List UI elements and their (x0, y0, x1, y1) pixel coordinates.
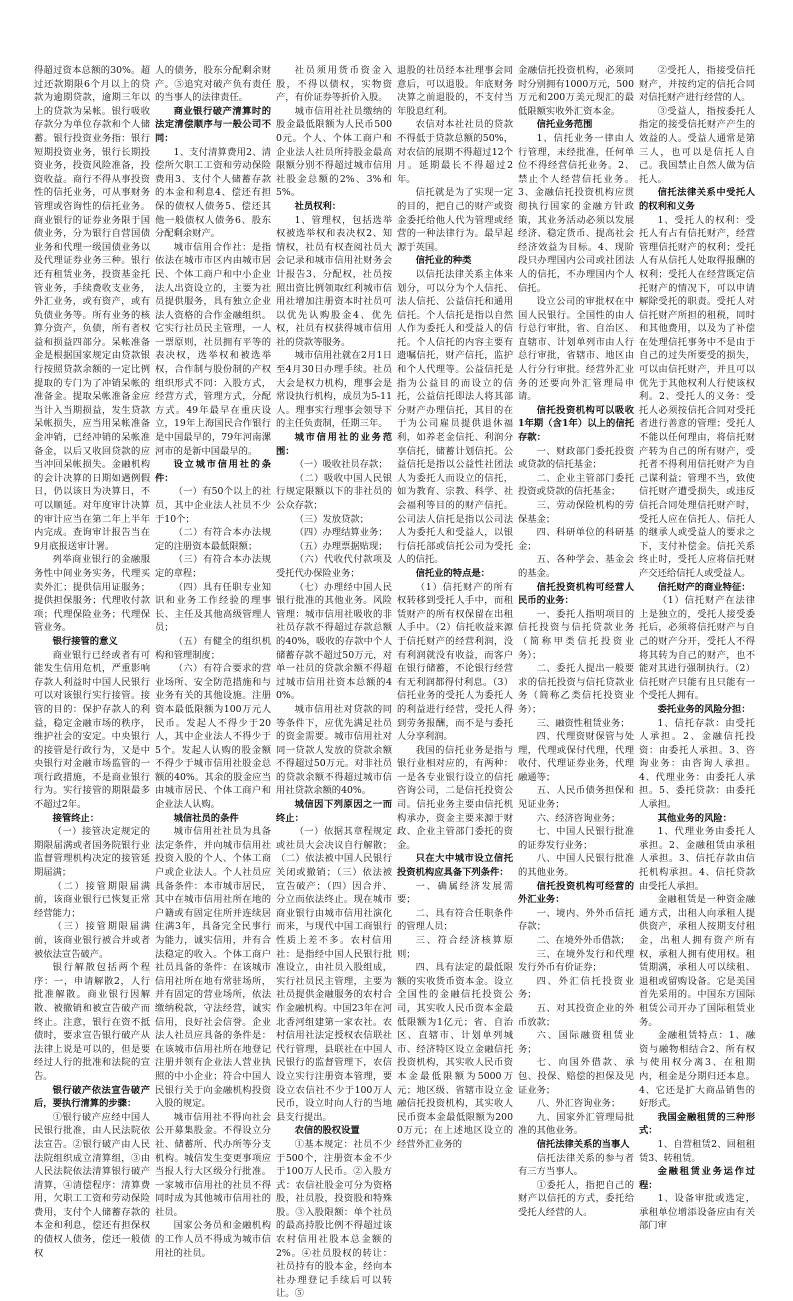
paragraph: 城市信用社社员缴纳的股金最低限额为人民币5000元。个人、个体工商户和企业法人社员所持股金最高限额分别不得超过城市信用社股金总额的2%、3%和5%。 (276, 105, 392, 199)
section-heading: 信托投资机构可以吸收1年期（含1年）以上的信托存款： (518, 404, 634, 444)
section-heading: 信托财产的商业特征： (657, 581, 751, 593)
paragraph: 金融信托投资机构，必须同时分别拥有1000万元，500万元和200万美元现汇的最低限额实收外汇资本金。 (518, 65, 634, 117)
section-heading: 城信社员的条件 (173, 812, 239, 824)
paragraph: （二）有符合本办法规定的注册资本最低限额； (155, 527, 271, 552)
paragraph: 四、科研单位的科研基金； (518, 527, 634, 552)
paragraph: ②受托人，指接受信托财产，并按约定的信托合同对信托财产进行经营的人。 (639, 65, 755, 104)
paragraph: 三、在境外发行和代理发行外币有价证券； (518, 948, 634, 974)
paragraph: 七、向国外借款、承包、投保、赔偿的担保及见证业务； (518, 1057, 634, 1096)
paragraph: 一、财政部门委托投资或贷款的信托基金； (518, 445, 634, 471)
paragraph: （二）吸收中国人民银行规定限额以下的非社员的公众存款； (276, 472, 392, 511)
section-heading: 银行破产依法宣告破产后，要执行清算的步骤： (34, 1084, 150, 1110)
paragraph: 得超过资本总额的30%。超过还款期限6个月以上的贷款为逾期贷款，逾期三年以上的贷款为呆帐。银行吸收存款分为单位存款和个人储蓄。银行投资业务指：银行短期投资业务，银行长期投资业务，投资风险准备，投资收益。商行不得从事投资性的信托业务，可从事财务管理或咨询性的信托业务。商业银行的证券业务限于国债业务，分为银行自营国债业务和代理一级国债业务以及代理证券业务三种。银行还有租赁业务，投资基金托管业务，手续费收支业务，外汇业务，或有资产，或有负债业务等。所有业务的核算分资产，负债，所有者权益和损益四部分。呆帐准备金是根据国家规定由贷款银行按照贷款余额的一定比例提取的专门为了冲销呆帐的准备金。提取呆帐准备金应当计入当期损益，发生贷款呆帐损失，应当用呆帐准备金冲销，已经冲销的呆帐准备金，以后又收回贷款的应当冲回呆帐损失。金融机构的会计决算的日期如遇例假日，仍以该日为决算日，不可以顺延。对年度审计决算的审计应当在第二年上半年内完成。查询审计报告当在9月底报送审计署。 (34, 65, 150, 552)
paragraph: 五、人民币债务担保和见证业务； (518, 785, 634, 811)
section-heading: 其他业务的风险： (657, 812, 732, 824)
paragraph: 商业银行已经或者有可能发生信用危机，严重影响存款人利益时中国人民银行可以对该银行实行接管。接管的目的：保护存款人的利益，稳定金融市场的秩序，维护社会的安定。中央银行的接管是行政行为，又是中央银行对金融市场监管的一项行政措施，不是商业银行行为。实行接管的期限最多不超过2年。 (34, 649, 150, 811)
paragraph: ①基本规定：社员不少于500个，注册资本金不少于100万人民币。②入股方式：农信社股金可分为资格股，社员股，投资股和特殊股。③入股限额：单个社员的最高持股比例不得超过该农村信用社股本总金额的2%。④社员股权的转让：社员持有的股本金，经向本社办理登记手续后可以转让。⑤ (276, 1138, 392, 1300)
paragraph: （一）接管决定规定的期限届满或者国务院银行业监督管理机构决定的接管延期届满； (34, 826, 150, 879)
paragraph: ③受益人，指按委托人指定的接受信托财产产生的效益的人。受益人通常是第三人，也可以是信托人自己。我国禁止自然人做为信托人。 (639, 105, 755, 185)
paragraph: 城市信用社对贷款的同等条件下，应优先满足社员的资金需要。城市信用社对同一贷款人发放的贷款余额不得超过50万元。对非社员的贷款余额不得超过城市信用社贷款余额的40%。 (276, 703, 392, 797)
paragraph: 1、信托存款：由受托人承担。2、金融信托投资：由委托人承担。3、咨询业务：由咨询人承担。4、代理业务：由委托人承担。5、委托贷款：由委托人承担。 (639, 717, 755, 811)
paragraph: 1、自营租赁2、回租租赁3、转租赁。 (639, 1138, 755, 1164)
text-column-3 (276, 64, 392, 1300)
paragraph: 信托法律关系的参与者有三方当事人。 (518, 1152, 634, 1178)
section-heading: 信托投资机构可经营的外汇业务： (518, 880, 634, 906)
section-heading: 金融租赁业务运作过程： (639, 1166, 755, 1191)
paragraph: 二、具有符合任职条件的管理人员； (397, 907, 513, 933)
paragraph: （二）接管期限届满前，该商业银行已恢复正常经营能力； (34, 880, 150, 919)
section-heading: 信托法律关系中受托人的权利和义务 (639, 187, 755, 212)
paragraph: （1）信托财产的所有权转移到受托人手中，而租赁财产的所有权保留在出租人手中。（2）信托收益来源于信托财产的经营利润，没有利润就没有收益，而客户在银行储蓄，不论银行经营有无利润都得付利息。（3）信托业务的受托人为委托人的利益进行经营，受托人得到劳务报酬，而不是与委托人分享利润。 (397, 581, 513, 743)
section-heading: 委托业务的风险分担： (657, 703, 751, 715)
text-column-4 (397, 64, 513, 1150)
section-heading: 信托法律关系的当事人 (536, 1138, 630, 1150)
paragraph: 农信对本社社员的贷款不得低于贷款总额的50%，对农信的展期不得超过12个月。延期最长不得超过2年。 (397, 119, 513, 185)
section-heading: 城市信用社的业务范围： (276, 432, 392, 457)
paragraph: 二、在境外外币借款； (536, 935, 630, 946)
paragraph: 我国的信托业务是指与银行业相对应的，有两种：一是各专业银行设立的信托咨询公司，二是信托投资公司。信托业务主要由信托机构承办，资金主要来源于财政、企业主管部门委托的资金。 (397, 744, 513, 851)
paragraph: 四、代理资财保管与处理，代理或保付代理，代理收付、代理证券业务，代理融通等； (518, 731, 634, 783)
paragraph: 五、各种学会、基金会的基金。 (518, 554, 634, 579)
paragraph: 1、信托业务一律由人行管理，未经批准，任何单位不得经营信托业务。2、禁止个人经营信托业务。3、金融信托投资机构应贯彻执行国家的金融方针政策，其业务活动必须以发展经济、稳定货币、提高社会经济效益为目标。4、现阶段只办理国内公司或社团法人的信托，不办理国内个人信托。 (518, 132, 634, 294)
section-heading: 我国金融租赁的三种形式： (639, 1111, 755, 1137)
paragraph: 信托就是为了实现一定的目的，把自己的财产或资金委托给他人代为管理或经营的一种法律行为。最早起源于英国。 (397, 187, 513, 253)
section-heading: 城信因下列原因之一而终止： (276, 799, 392, 824)
paragraph: （一）吸收社员存款； (294, 459, 388, 471)
text-column-1 (34, 64, 150, 1259)
paragraph: （三）发放贷款； (294, 513, 369, 525)
paragraph: 八、外汇咨询业务； (536, 1098, 621, 1110)
paragraph: 六、国际融资租赁业务； (518, 1030, 634, 1055)
text-column-6 (639, 64, 755, 1232)
section-heading: 信托业的种类 (415, 255, 472, 267)
paragraph: （1）信托财产在法律上是独立的，受托人接受委托后，必须将信托财产与自己的财产分开，受托人不得将其转为自己的财产，也不能对其进行强制执行。（2）信托财产只能有且只能有一个受托人拥有。 (639, 595, 755, 702)
paragraph: 三、融资性租赁业务； (536, 717, 630, 729)
paragraph: 银行解散包括两个程序：一，申请解散2，人行批准解散。商业银行因解散、被撤销和被宣告破产而终止。注意，银行在资不抵债时，要求宣告银行破产从法律上说是可以的，但是要经过人行的批准和法院的宣告。 (34, 962, 150, 1082)
section-heading: 接管终止： (52, 812, 100, 824)
paragraph: 一、境内、外外币信托存款； (518, 907, 634, 933)
paragraph: （四）具有任职专业知识和业务工作经验的理事长、主任及其他高级管理人员； (155, 581, 271, 634)
paragraph: ①银行破产应经中国人民银行批准，由人民法院依法宣告。②银行破产由人民法院组织成立清算组，③由人民法院依法清算银行破产清算，④清偿程序：清算费用，欠职工工资和劳动保险费用，支付个人储蓄存款的本金和利息，偿还有担保权的债权人债务，偿还一般债权 (34, 1111, 150, 1259)
paragraph: （三）有符合本办法规定的章程； (155, 554, 271, 579)
section-heading: 商业银行破产清算时的法定清偿顺序与一般公司不同： (155, 105, 271, 144)
paragraph: 人的债务，股东分配剩余财产。⑤追究对破产负有责任的当事人的法律责任。 (155, 65, 271, 104)
section-heading: 信托业务范围 (536, 119, 593, 131)
paragraph: 国家公务员和金融机构的工作人员不得成为城市信用社的社员。 (155, 1220, 271, 1259)
paragraph: （一）有50个以上的社员，其中企业法人社员不少于10个； (155, 486, 271, 525)
paragraph: 三、劳动保险机构的劳保基金； (518, 500, 634, 525)
paragraph: 城市信用社就在2月1日至4月30日办理手续。社员大会是权力机构，理事会是常设执行机构，成员为5-11人。理事实行理事会领导下的主任负责制，任期三年。 (276, 350, 392, 430)
paragraph: 二、委托人提出一般要求的信托投资与信托贷款业务（简称乙类信托投资业务）； (518, 663, 634, 715)
paragraph: 1、管理权，包括选举权被选举权和表决权2、知情权，社员有权查阅社员大会记录和城市信用社财务会计报告3、分配权，社员按照出资比例领取红利城市信用社增加注册资本时社员可以优先认购股金4、优先权，社员有权获得城市信用社的贷款等服务。 (276, 214, 392, 348)
paragraph: （六）代收代付款项及受托代办保险业务； (276, 554, 392, 579)
text-column-2 (155, 64, 271, 1259)
paragraph: 八、中国人民银行批准的其他业务。 (518, 853, 634, 879)
paragraph: 1、支付清算费用2、清偿所欠职工工资和劳动保险费用3、支付个人储蓄存款的本金和利息4、偿还有担保的债权人债务5、偿还其他一般债权人债务6、股东分配剩余财产。 (155, 146, 271, 240)
paragraph: 九、国家外汇管理局批准的其他业务。 (518, 1111, 634, 1137)
paragraph: 一、确属经济发展需要； (397, 880, 513, 906)
paragraph: 四、具有法定的最低限额的实收货币资本金。设立全国性的金融信托投资公司，其实收人民币资本金最低限额为1亿元；省、自治区、直辖市、计划单列城市、经济特区设立金融信托投资机构，其实收人民币资本金最低限额为5000万元；地区级、省辖市设立金融信托投资机构，其实收人民币资本金最低限额为2000万元；在上述地区设立的经营外汇业务的 (397, 962, 513, 1150)
section-heading: 农信的股权设置 (294, 1125, 360, 1137)
paragraph: 列举商业银行的金融服务性中间业务实务，代理买卖外汇；提供信用证服务；提供担保服务；代理收付款项；代理保险业务；代理保管业务。 (34, 554, 150, 634)
paragraph: （五）办理票据贴现； (294, 540, 388, 552)
section-heading: 社员权利： (294, 200, 342, 212)
paragraph: 金融租赁特点：1、融资与融物相结合2、所有权与使用权分离3、在租期内，租金是分期归还本息。4、它还是扩大商品销售的好形式。 (639, 1030, 755, 1110)
section-heading: 银行接管的意义 (52, 635, 118, 647)
paragraph: （五）有健全的组织机构和管理制度； (155, 635, 271, 661)
paragraph: 城市信用社不得向社会公开募集股金。不得设立分社、储蓄所、代办所等分支机构。城信发生变更事项应当报人行大区级分行批准。一家城市信用社的社员不得同时成为其他城市信用社的社员。 (155, 1111, 271, 1218)
section-heading: 设立城市信用社的条件： (155, 459, 271, 484)
paragraph: （三）接管期限届满前，该商业银行被合并或者被依法宣告破产。 (34, 921, 150, 960)
paragraph: （一）依据其章程规定或社员大会决议自行解散；（二）依法被中国人民银行关闭或撤销；（三）依法被宣告破产；（四）因合并、分立而依法终止。现在城市商业银行由城市信用社演化而来，与现代中国工商银行性质上差不多。农村信用社：是指经中国人民银行批准设立，由社员入股组成，实行社员民主管理，主要为社员提供金融服务的农村合作金融机构。中国23年在河北香河组建第一家农社。农村信用社法定授权农信联社代行管理，县联社在中国人民银行的监督管理下，农信设立实行注册资本管理，要设立农信社不少于100万人民币，设立时向人行的当地县支行提出。 (276, 826, 392, 1123)
paragraph: 1、受托人的权利：受托人有占有信托财产，经营管理信托财产的权利；受托人有从信托人处取得报酬的权利；受托人在经营既定信托财产的情况下，可以申请解除受托的职责。受托人对信托财产所担的租税，同时和其他费用，以及为了补偿在处理信托事务中不是由于自己的过失所要受的损失，可以由信托财产，并且可以优先于其他权利人行使该权利。2、受托人的义务：受托人必须按信托合同对受托者进行善意的管理；受托人不能以任何理由，将信托财产转为自己的所有财产，受托者不得利用信托财产为自己谋利益；管理不当，致使信托财产遭受损失，或违反信托合同处理信托财产时，受托人应在信托人、信托人的继承人或受益人的要求之下，支付补偿金。信托关系终止时，受托人应将信托财产交还给信托人或受益人。 (639, 214, 755, 579)
paragraph: 1、设备审批或选定，承租单位增添设备应由有关部门审 (639, 1193, 755, 1232)
paragraph: 城市信用合作社：是指依法在城市市区内由城市居民、个体工商户和中小企业法人出资设立的，主要为社员提供服务，具有独立企业法人资格的合作金融组织。它实行社员民主管理，一人一票原则，社员拥有平等的表决权，选举权和被选举权，合作制与股份制的产权组织形式不同：入股方式，经营方式，管理方式，分配方式。49年最早在重庆设立，19年上海国民合作银行是中国最早的，79年河南漯河市的是新中国最早的。 (155, 241, 271, 457)
paragraph: 金融租赁是一种资金融通方式，出租人向承租人提供资产，承租人按期支付租金，出租人拥有资产所有权，承租人拥有使用权。租赁期满，承租人可以续租、退租或留购设备。它是美国首先采用的。中国东方国际租赁公司开办了国际租赁业务。 (639, 894, 755, 1028)
paragraph: 以信托法律关系主体来划分，可以分为个人信托、法人信托、公益信托和通用信托。个人信托是指以自然人作为委托人和受益人的信托。个人信托的内容主要有遗嘱信托，财产信托，监护和个人代理等。公益信托是指为公益目的而设立的信托，公益信托即法人将其部分财产办理信托，其目的在于为公司雇员提供退休福利，如养老金信托、利润分享信托，储蓄计划信托。公益信托是指以公益性社团法人为委托人而设立的信托，如为教育、宗教、科学、社会福利等目的的财产信托。公司法人信托是指以公司法人为委托人和受益人，以银行信托部或信托公司为受托人的信托。 (397, 268, 513, 566)
paragraph: （六）有符合要求的营业场所、安全防范措施和与业务有关的其他设施。注册资本最低限额为100万元人民币。发起人不得少于20人，其中企业法人不得少于5个。发起人认购的股金额不得少于城市信用社股金总额的40%。其余的股金应当由城市居民、个体工商户和企业法人认购。 (155, 663, 271, 811)
paragraph: （四）办理结算业务； (294, 527, 388, 539)
paragraph: 1、代理业务由委托人承担。2、金融租赁由承租人承担。3、信托存款由信托机构承担。4、信托贷款由受托人承担。 (639, 826, 755, 892)
text-column-5 (518, 64, 634, 1218)
paragraph: 设立公司的审批权在中国人民银行。全国性的由人行总行审批，省、自治区、直辖市、计划单列市由人行总行审批，省辖市、地区由人行分行审批。经营外汇业务的还要向外汇管理局申请。 (518, 296, 634, 403)
paragraph: 二、企业主管部门委托投资或贷款的信托基金； (518, 472, 634, 498)
paragraph: 城市信用社社员为具备法定条件，并向城市信用社投资入股的个人、个体工商户或企业法人。个人社员应具备条件：本市城市居民，其中在城市信用社所在地的户籍或有固定住所并连续居住满3年，具备完全民事行为能力，诚实信用，并有合法稳定的收入。个体工商户社员具备的条件：在该城市信用社所在地有常驻场所，并有固定的营业场所，依法缴纳税款，守法经营，诚实信用，良好社会信誉。企业法人社员应具备的条件是：在该城市信用社所在地登记注册并领有企业法人营业执照的中小企业；符合中国人民银行关于向金融机构投资入股的规定。 (155, 826, 271, 1110)
paragraph: 六、经济咨询业务； (536, 812, 621, 824)
paragraph: 退股的社员经本社理事会同意后，可以退股。年底财务决算之前退股的，不支付当年股息红利。 (397, 65, 513, 117)
paragraph: ①委托人，指把自己的财产以信托的方式，委托给受托人经营的人。 (518, 1179, 634, 1218)
paragraph: 一、委托人指明项目的信托投资与信托贷款业务（简称甲类信托投资业务）； (518, 608, 634, 661)
paragraph: 五、对其投资企业的外币放款； (518, 1002, 634, 1028)
paragraph: 三、符合经济核算原则； (397, 935, 513, 960)
paragraph: （七）办理经中国人民银行批准的其他业务。风险管理：城市信用社吸收的非社员存款不得超过存款总额的40%，吸收的存款中个人储蓄存款不超过50万元，对单一社员的贷款余额不得超过城市信用社资本总额的40%。 (276, 581, 392, 702)
paragraph: 四、外汇信托投资业务； (518, 975, 634, 1001)
paragraph: 社员须用货币资金入股，不得以债权，实物资产，有价证券等折价入股。 (276, 65, 392, 104)
section-heading: 信托投资机构可经营人民币的业务： (518, 581, 634, 607)
section-heading: 只在大中城市设立信托投资机构应具备下列条件： (397, 853, 513, 879)
section-heading: 信托业的特点是： (415, 567, 490, 579)
paragraph: 七、中国人民银行批准的证券发行业务； (518, 826, 634, 851)
